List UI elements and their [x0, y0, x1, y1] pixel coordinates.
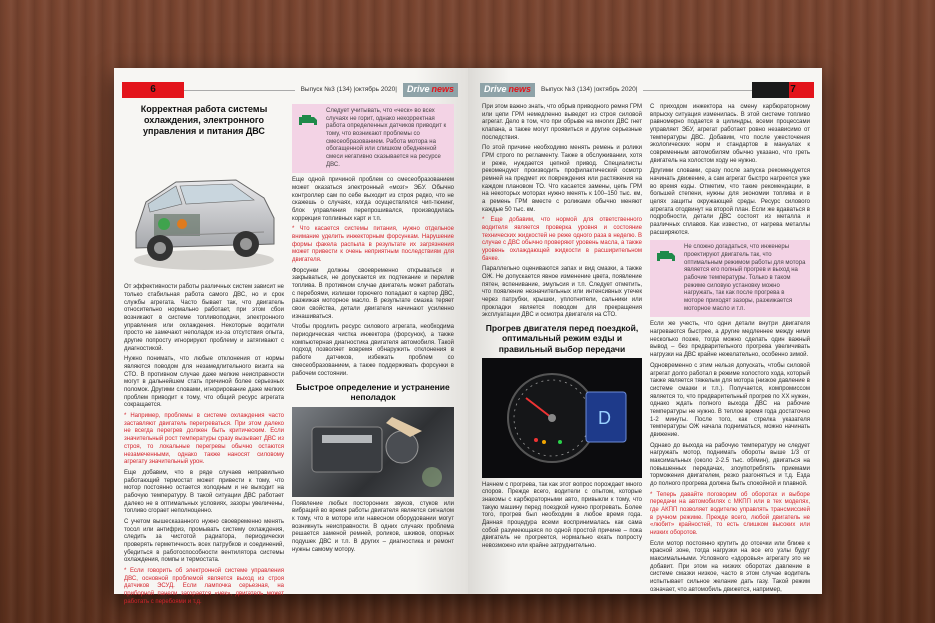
magazine-spread — [114, 68, 822, 605]
brand-main: Drive — [484, 84, 507, 95]
paragraph: Если же учесть, что одни детали внутри двигателя нагреваются быстрее, а другие медленнее между ними несколько позже, тогда можно сделать один важный вывод – без предварительного прогрева увеличивать нагрузки на ДВС крайне нежелательно, особенно зимой. — [650, 321, 810, 359]
section-title: Прогрев двигателя перед поездкой, оптимальный режим езды и правильный выбор передачи — [485, 323, 639, 354]
pink-callout — [292, 104, 454, 173]
paragraph: При этом важно знать, что обрыв приводного ремня ГРМ или цепи ГРМ немедленно выведет из строя силовой агрегат. Дело в том, что при обрыве на многих ДВС гнет клапана, а также могут проявиться и другие серьезные последствия. — [482, 104, 642, 141]
engine-icon — [655, 248, 677, 264]
red-note: * Если говорить об электронной системе управления ДВС, основной проблемой является выход из строя датчиков ЭСУД. Если лампочка серьезная, на приборной панели загорается «чек», двигатель может работать с перебоями и т.д. — [124, 567, 284, 605]
pink-callout — [650, 240, 810, 317]
red-note-text: Еще добавим, что нормой для ответственного водителя является проверка уровня и состояние технических жидкостей не реже одного раза в неделю. В случае с ДВС обычно проверяют уровень масла, а также уровень охлаждающей жидкости в расширительном бачке. — [482, 217, 642, 262]
paragraph: Чтобы продлить ресурс силового агрегата, необходима периодическая чистка инжектора (форсунок), а также компьютерная диагностика двигателя автомобиля. Такой подход позволяет вовремя обнаружить отклонения в работе датчиков, избежать проблем со смесеобразованием, а также поддерживать форсунки в рабочем состоянии. — [292, 324, 454, 377]
brand-main: Drive — [406, 84, 430, 95]
right-page — [468, 68, 822, 594]
red-note: * Еще добавим, что нормой для ответственного водителя является проверка уровня и состояние технических жидкостей не реже одного раза в неделю. В случае с ДВС обычно проверяют уровень масла, а также уровень охлаждающей жидкости в расширительном бачке. — [482, 217, 642, 262]
svg-text:D: D — [598, 407, 611, 428]
red-note: * Например, проблемы в системе охлаждения часто заставляют двигатель перегреваться. При этом далеко не всегда перегрев должен быть критическим. Если значительный рост температуры сразу вызывает ДВС из строя, то локальные перегревы обычно остаются незамеченными, однако также наносят силовому агрегату значительный урон. — [124, 413, 284, 466]
paragraph: Форсунки должны своевременно открываться и закрываться, не допускается их подтекание и перелив топлива. В противном случае двигатель может работать с перебоями, излишки горючего попадают в картер ДВС, разжижая моторное масло. В результате смазка теряет свои свойства, детали двигателя начинают усиленно изнашиваться. — [292, 267, 454, 320]
right-col-2 — [650, 104, 810, 593]
page-number: 7 — [790, 83, 796, 95]
issue-label: Выпуск №3 (134) |октябрь 2020| — [541, 85, 638, 93]
paragraph: С учетом вышесказанного нужно своевременно менять тосол или антифриз, промывать систему охлаждения, следить за чистотой радиатора, периодически проверять герметичность всех патрубков и соединений, убедиться в работоспособности вентилятора системы охлаждения, помпы и термостата. — [124, 518, 284, 564]
page-number-badge — [752, 82, 814, 98]
red-note-text: Что касается системы питания, нужно отдельное внимание уделить инжекторным форсункам. Нарушение формы факела распыла в результате их загрязнения может привести к очень неприятным последствиям для двигателя. — [292, 226, 454, 264]
pink-callout-text: Не сложно догадаться, что инженеры проектируют двигатель так, что оптимальным режимом работы для мотора является его полный прогрев и выход на рабочие температуры. Только в таком режиме силовую установку можно нагружать, так как после прогрева в моторе приходят зазоры, разжижается моторное масло и т.п. — [684, 244, 806, 312]
red-note-text: Теперь давайте поговорим об оборотах и выборе передачи на автомобилях с МКПП или в тех моделях, где АКПП позволяет водителю управлять трансмиссией в ручном режиме. Прежде всего, любой двигатель не «любит» крайностей, то есть слишком высоких или низких оборотов. — [650, 491, 810, 536]
red-note-text: Если говорить об электронной системе управления ДВС, основной проблемой является выход из строя датчиков ЭСУД. Если лампочка серьезная, на приборной панели загорается «чек», двигатель может работать с перебоями и т.д. — [124, 567, 284, 605]
paragraph: От эффективности работы различных систем зависит не только стабильная работа самого ДВС, но и срок службы агрегата. Часто бывает так, что двигатель относительно нормально работает, при этом сбои возникают в системе топливоподачи, электронного управления или охлаждения. Некоторые водители просто не замечают неполадок из-за отсутствия опыта, другие попросту игнорируют проблему и затягивают с диагностикой. — [124, 284, 284, 352]
paragraph: Еще одной причиной проблем со смесеобразованием может оказаться электронный «мозг» ЭБУ. Обычно контроллер сам по себе выходит из строя редко, что не скажешь о случаях, когда осуществлялся чип-тюнинг, блок управления перепрошивался, производилась коррекция топливных карт и т.п. — [292, 177, 454, 222]
paragraph: Появление любых посторонних звуков, стуков или вибраций во время работы двигателя является сигналом к тому, что в моторе или навесном оборудовании могут возникнуть неисправности. В одних случаях проблема решается заменой ремней, роликов, шкивов, опорных подушек ДВС и т.п. В других – диагностика и ремонт нужны самому мотору. — [292, 500, 454, 553]
red-note: * Что касается системы питания, нужно отдельное внимание уделить инжекторным форсункам. Нарушение формы факела распыла в результате их загрязнения может привести к очень неприятным последствиям для двигателя. — [292, 226, 454, 264]
red-note-text: Например, проблемы в системе охлаждения часто заставляют двигатель перегреваться. При этом далеко не всегда перегрев должен быть критическим. Если значительный рост температуры сразу вызывает ДВС из строя, то локальные перегревы обычно остаются незамеченными, однако также наносят силовому агрегату значительный урон. — [124, 413, 284, 466]
paragraph: Другими словами, сразу после запуска рекомендуется начинать движение, а сам агрегат быстро нагреется уже во время езды. Отметим, что такие рекомендации, в большей степени, нужны для экономии топлива и в целях защиты окружающей среды. Ресурс силового агрегата отодвинут на второй план. Если же вдаваться в подробности, детали ДВС состоят из металла и различных сплавов. Как известно, от нагрева металлы расширяются. — [650, 168, 810, 236]
paragraph: Начнем с прогрева, так как этот вопрос порождает много споров. Прежде всего, водители с опытом, которые знакомы с карбюраторными авто, привыкли к тому, что такую машину перед поездкой нужно прогревать. Более того, прогрев был необходим в любое время года. Данная процедура всеми воспринималась как сама собой разумеющаяся по одной простой причине – пока двигатель не прогреется, нормально ехать попросту невозможно или крайне затруднительно. — [482, 481, 642, 550]
paragraph: Если мотор постоянно крутить до отсечки или ближе к красной зоне, тогда нагрузки на все его узлы будут максимальными. Условного «здоровья» агрегату это не добавит. При этом на низких оборотах давление в системе смазки низкое, часто в этом случае водитель испытывает сильное желание дать газу. Такой режим означает, что автомобиль движется, например, — [650, 540, 810, 593]
left-col-2 — [292, 104, 454, 589]
section-title: Быстрое определение и устранение неполадок — [296, 382, 450, 403]
brand-accent: news — [431, 84, 454, 95]
red-note: * Теперь давайте поговорим об оборотах и выборе передачи на автомобилях с МКПП или в тех моделях, где АКПП позволяет водителю управлять трансмиссией в ручном режиме. Прежде всего, любой двигатель не «любит» крайностей, то есть слишком высоких или низких оборотов. — [650, 491, 810, 536]
brand-accent: news — [508, 84, 532, 95]
suv-engine-illustration — [124, 140, 284, 280]
brand-logo — [403, 83, 458, 97]
suv-car-icon — [124, 140, 284, 280]
header-rule — [184, 90, 295, 91]
dashboard-photo — [482, 358, 642, 478]
right-page-header — [480, 82, 814, 98]
paragraph: Параллельно оцениваются запах и вид смазки, а также ОЖ. Не допускается явное изменение цвета, появление пятен, вспенивание, эмульсия и т.п. Следует отметить, что появление незначительных или интенсивных утечек через патрубки, крышки, уплотнители, сальники или прокладки является поводом для прекращения эксплуатации ДВС и осмотра двигателя на СТО. — [482, 266, 642, 319]
page-number-badge: 6 — [122, 82, 184, 98]
header-rule — [643, 90, 752, 91]
issue-label: Выпуск №3 (134) |октябрь 2020| — [300, 85, 397, 93]
paragraph: По этой причине необходимо менять ремень и ролики ГРМ строго по регламенту. Также в обслуживании, хотя и реже, нуждается цепной привод. Специалисты рекомендуют производить профилактический осмотр ремней на предмет их повреждения или растяжения на каждом плановом ТО. Что касается замены, цепь ГРМ на некоторых моторах нужно менять к 100–150 тыс. км, а ремень ГРМ вместе с роликами обычно меняют каждые 50 тыс. км. — [482, 145, 642, 213]
left-page-header — [122, 82, 458, 98]
paragraph: Однако до выхода на рабочую температуру не следует нагружать мотор, поднимать обороты выше 1/3 от максимальных (около 2-2.5 тыс. об/мин), двигаться на повышенных передачах, злоупотреблять приемами торможения двигателем, резко разгоняться и т.д. Езда до полного прогрева должна быть спокойной и плавной. — [650, 442, 810, 487]
pink-callout-text: Следует учитывать, что «ческ» во всех случаях не горит, однако некорректная работа определенных датчиков приводит к тому, что возникают проблемы со смесеобразованием. Работа мотора на обогащенной или слишком обедненной смеси негативно сказывается на ресурсе ДВС. — [326, 108, 447, 168]
paragraph: Нужно понимать, что любые отклонения от нормы являются поводом для незамедлительного визита на СТО. В противном случае даже мелкие неисправности могут в дальнейшем стать причиной более серьезных поломок. Другими словами, игнорирование даже мелких проблем приводит к тому, что общий ресурс агрегата сокращается. — [124, 356, 284, 409]
speedometer-icon — [482, 358, 642, 478]
engine-icon — [297, 112, 319, 128]
paragraph: Еще добавим, что в ряде случаев неправильно работающий термостат может привести к тому, что мотор постоянно остается холодным и не выходит на рабочую температуру. В такой ситуации ДВС работает далеко не в оптимальных условиях, зазоры увеличены, топливо сгорает неполноценно. — [124, 469, 284, 515]
engine-bay-photo — [292, 407, 454, 497]
article-title: Корректная работа системы охлаждения, электронного управления и питания ДВС — [140, 104, 268, 136]
paragraph: С приходом инжектора на смену карбюраторному впрыску ситуация изменилась. В этой системе топливо равномерно подается в цилиндры, всеми процессами управляет ЭБУ, агрегат работает ровно независимо от температуры ДВС. Добавим, что после ужесточения экологических норм и стандартов в мануалах к современным автомобилям обычно указано, что греть двигатель на холостом ходу не нужно. — [650, 104, 810, 164]
right-col-1 — [482, 104, 642, 589]
brand-logo — [480, 83, 535, 97]
left-page — [114, 68, 468, 605]
engine-bay-icon — [292, 407, 454, 497]
left-col-1 — [124, 104, 284, 605]
paragraph: Одновременно с этим нельзя допускать, чтобы силовой агрегат долго работал в режиме холостого хода, который также является тяжелым для мотора (низкое давление в системе смазки и т.п.). Получается, компромиссом является то, что предварительный прогрев по XX нужен, однако ждать полного выхода ДВС на рабочие температуры не нужно. В теплое время года достаточно 1-2 минуты. После того, как стрелка указателя температуры ОЖ начала подниматься, можно начинать движение. — [650, 362, 810, 438]
